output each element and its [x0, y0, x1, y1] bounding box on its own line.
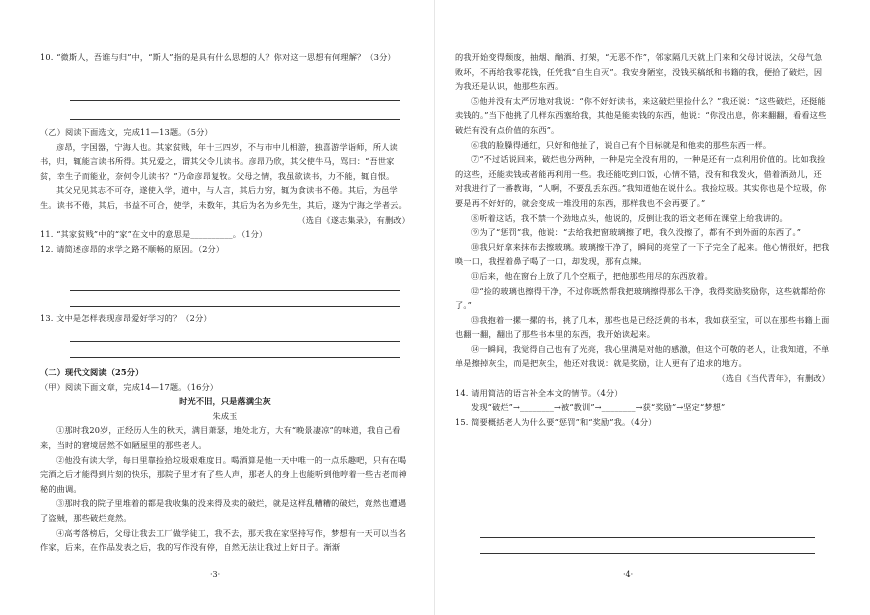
page-number: ·4·	[623, 570, 634, 579]
answer-line	[70, 119, 400, 120]
answer-line	[480, 537, 815, 538]
page-number: ·3·	[210, 570, 221, 579]
article-continued: 的我开始变得颓废，抽烟、酗酒、打架，“无恶不作”，邻家隔几天就上门来和父母讨说法，父母气急败坏，不再给我零花钱，任凭我“自生自灭”。我安身陋室，没钱买稿纸和书籍的我，便拾了破烂，因为我还是认识，他那些东西。 ⑤他并没有太严厉地对我说：“你不好好读书，来这破烂里捡什么？”我还说：“这些破烂，还挺能卖钱的。”当下他挑了几样东西塞给我，其他是能卖钱的东西，他说：“你没出息，你来翻翻，看看这些破烂有没有点价值的东西”。 ⑥我的脸臊得通红，只好和他扯了，说自己有个目标就是和他卖的那些东西一样。 ⑦“不过话说回来，破烂也分两种，一种是完全没有用的，一种是还有一点利用价值的。比如我捡的这些，还能卖钱或者能再利用一些。我还能吃到口饭，心情不错，没有和我发火，借着酒劲儿，还对我进行了一番教诲，“人啊，不要乱丢东西。”我知道他在说什么。我捡垃圾。其实你也是个垃圾，你要是再不好好的，就会变成一堆没用的东西，那样我也不会再要了。” ⑧听着这话，我不禁一个劲地点头，他说的，反倒让我的语文老师在课堂上给我讲的。 ⑨为了“惩罚”我，他说：“去给我把窗玻璃擦了吧，我久没擦了，都有不到外面的东西了。” ⑩我只好拿来抹布去擦玻璃。玻璃擦干净了，瞬间的亮堂了一下子完全了起来。他心情很好，把我唤一口，我捏着鼻子喝了一口，却发现，那有点辣。 ⑪后来，他在窗台上放了几个空瓶子，把他那些用尽的东西放着。 ⑫“捡的玻璃也擦得干净，不过你既然帮我把玻璃擦得那么干净，我得奖励奖励你，这些就都给你了。” ⑬我抱着一摞一摞的书，挑了几本，那些也是已经泛黄的书本，我如获至宝，可以在那些书籍上面也翻一翻，翻出了那些书本里的东西，我开始读起来。 ⑭一瞬间，我觉得自己也有了光亮，我心里满是对他的感激，但这个可敬的老人，让我知道，不单单是擦掉灰尘，而是把灰尘，他还对我说：就是奖励，让人更有了追求的地方。 （选自《当代青年》，有删改） 14. 请用简洁的语言补全本文的情节。（4分） 发现“破烂”→________→被“教训”→________→获“奖励”→坚定“梦想” 15. 简要概括老人为什么要“惩罚”和“奖励”我。（4分）	[455, 50, 830, 429]
article-title: 时光不旧，只是落满尘灰	[179, 396, 271, 407]
question-10: 10. “微斯人，吾谁与归”中，“斯人”指的是具有什么思想的人？你对这一思想有何理解？（3分）	[40, 52, 396, 62]
question-14: 14. 请用简洁的语言补全本文的情节。（4分）	[455, 387, 623, 398]
answer-line	[70, 341, 400, 342]
article-author: 朱成玉	[212, 410, 238, 421]
question-13: 13. 文中是怎样表现彦昂爱好学习的？（2分）	[40, 313, 212, 323]
right-page	[435, 0, 870, 615]
section-yi: （乙）阅读下面选文，完成11—13题。（5分） 彦昂，字国器，宁海人也。其家贫贱，年十三四岁，不与市中儿相游，独喜游学诣师，所人读书，归，辄能言读书所得。其兄爱之，谓其父令儿读书。彦昂乃欣，其父使牛马，骂曰：“吾世家贫，幸生子而能业，奈何令儿读书？”乃命彦昂复牧。父母之情，我虽欲读书，力不能，辄自恨。 其父兄见其志不可夺，遂使入学，道中，与人言，其后力穷，辄为食读书不倦。其后，为邑学生。读书不倦，其后，书益不可合，使学，未数年，其后为名为乡先生，其后，遂为宁海之学者云。 （选自《遂志集录》，有删改） 11. “其家贫贱”中的“家”在文中的意思是__________。（1分） 12. 请简述彦昂的求学之路不顺畅的原因。（2分）	[40, 127, 410, 254]
answer-line	[70, 306, 400, 307]
answer-line	[70, 290, 400, 291]
answer-line	[480, 553, 815, 554]
section-modern-reading: （二）现代文阅读（25分） （甲）阅读下面文章，完成14—17题。（16分） 时光不旧，只是落满尘灰 朱成玉 ①那时我20岁，正经历人生的秋天，满目萧瑟，地处北方，大有“晚景凄凉”的味道，我自己看来，当时的窘境居然不如陋屋里的那些老人。 ②他没有读大学，每日里靠捡拾垃圾艰难度日。喝酒算是他一天中唯一的一点乐趣吧，只有在喝完酒之后才能得到片刻的快乐，那院子里才有了些人声，那老人的身上也能听到他哼着一些古老而神秘的曲调。 ③那时我的院子里堆着的都是我收集的没来得及卖的破烂，就是这样乱糟糟的破烂，竟然也遭遇了盗贼，那些破烂竟然。 ④高考落榜后，父母让我去工厂做学徒工，我不去，那天我在家坚持写作，梦想有一天可以当名作家，后来，在作品发表之后，我的写作没有停，自然无法让我过上好日子。渐渐	[40, 365, 410, 555]
plot-flow: 发现“破烂”→________→被“教训”→________→获“奖励”→坚定“梦想”	[471, 402, 726, 413]
answer-line	[70, 100, 400, 101]
question-15: 15. 简要概括老人为什么要“惩罚”和“奖励”我。（4分）	[455, 416, 657, 427]
answer-line	[70, 357, 400, 358]
